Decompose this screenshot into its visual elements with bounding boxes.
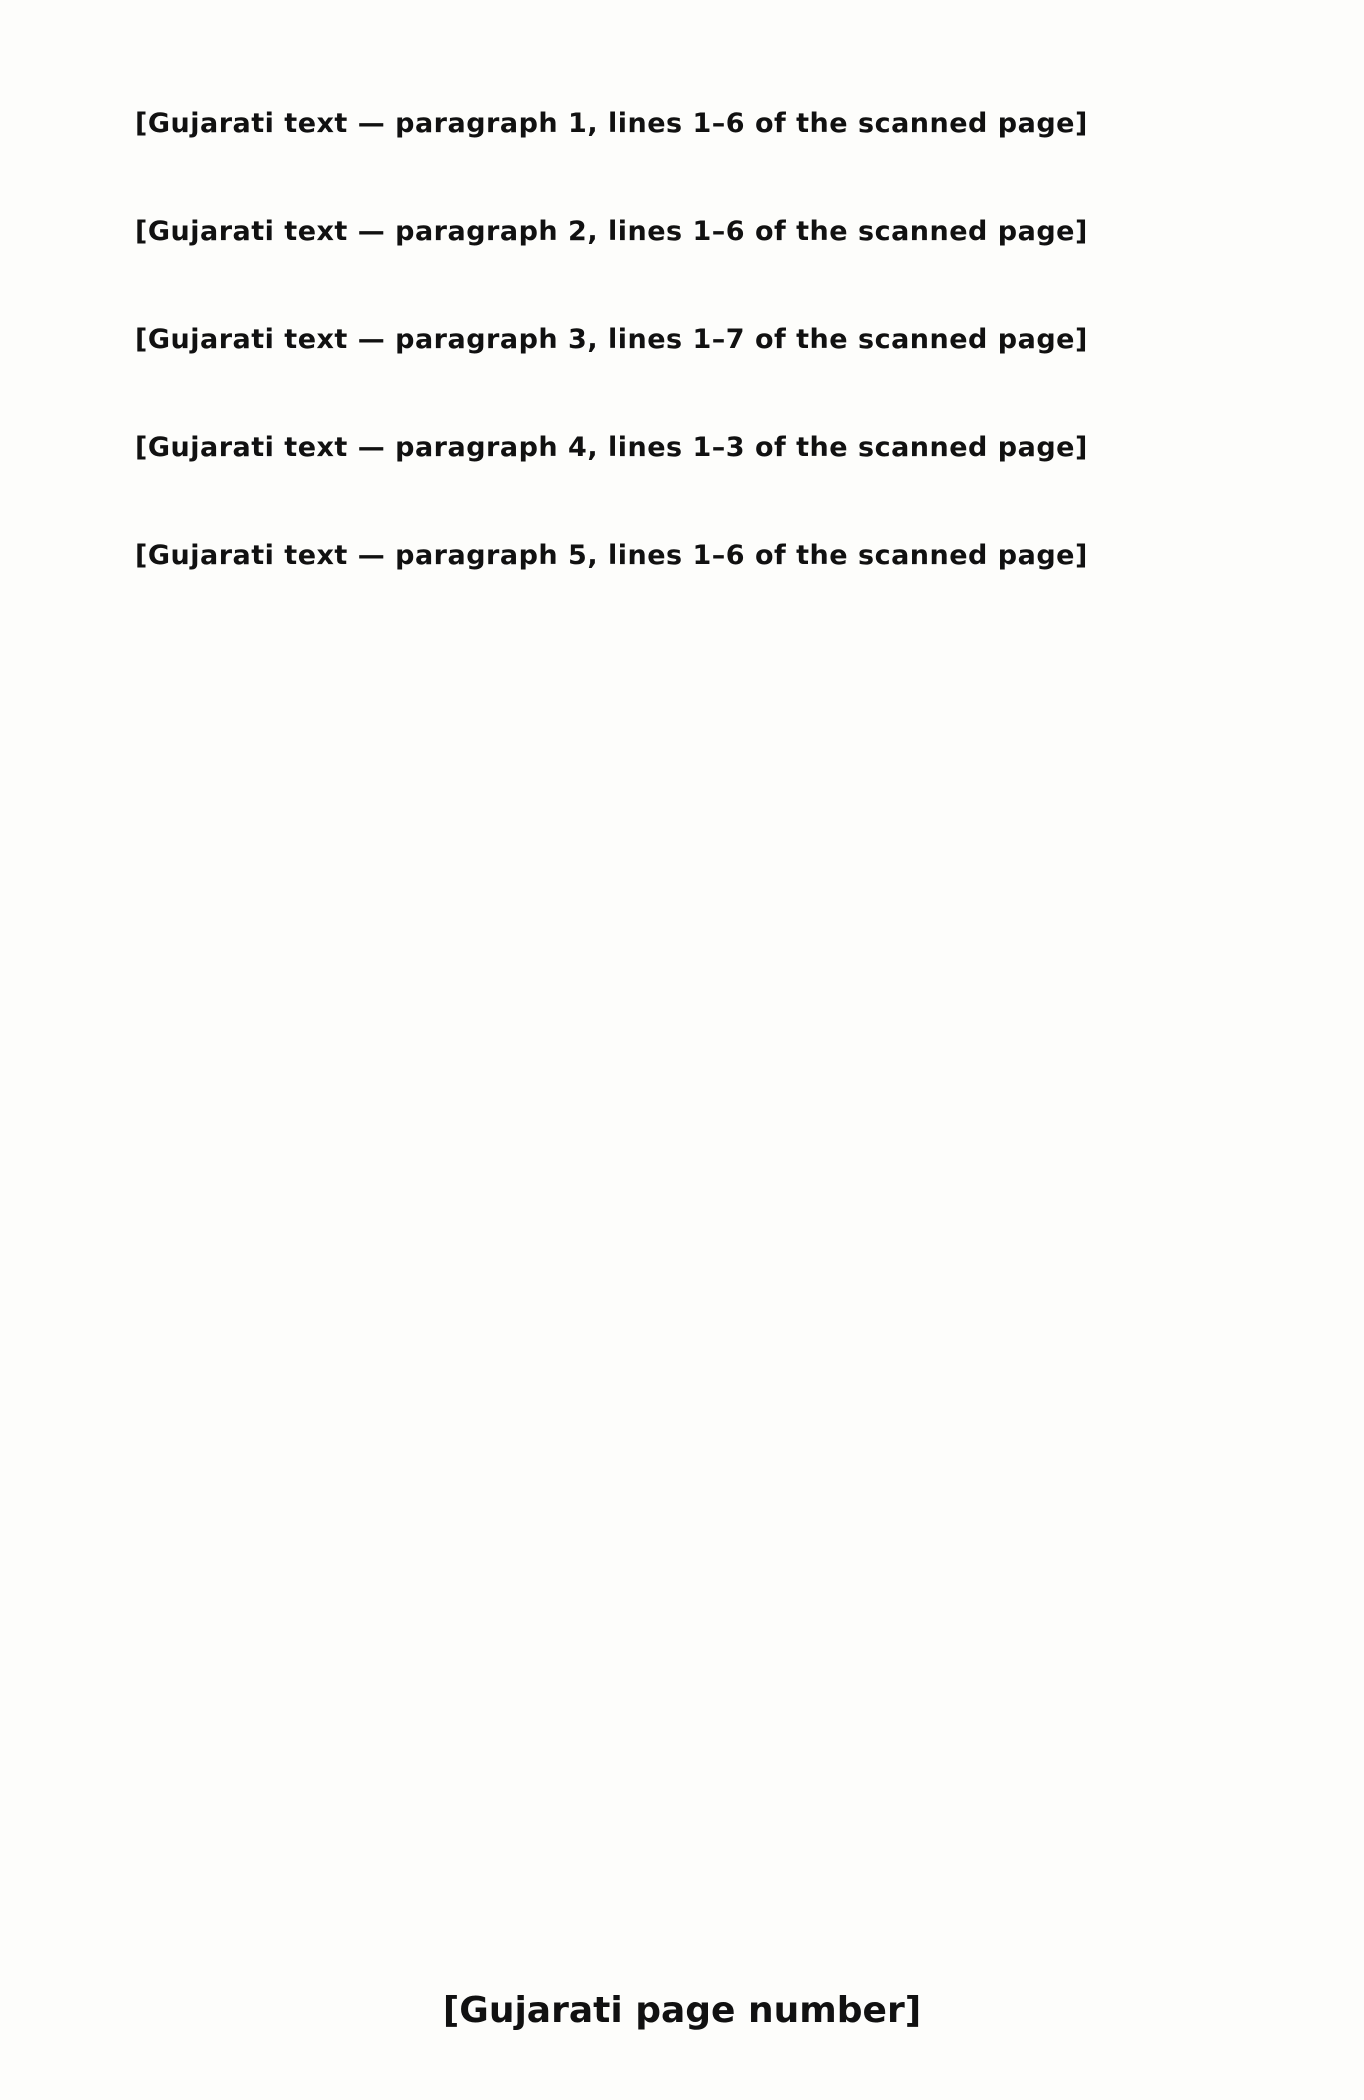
- paragraph-1: [Gujarati text — paragraph 1, lines 1–6 of the scanned page]: [135, 108, 1088, 139]
- page-number: [Gujarati page number]: [442, 1990, 922, 2031]
- paragraph-4: [Gujarati text — paragraph 4, lines 1–3 of the scanned page]: [135, 432, 1088, 463]
- paragraph-3: [Gujarati text — paragraph 3, lines 1–7 of the scanned page]: [135, 324, 1088, 355]
- paragraph-2: [Gujarati text — paragraph 2, lines 1–6 of the scanned page]: [135, 216, 1088, 247]
- page-body: [135, 95, 1235, 585]
- paragraph-5: [Gujarati text — paragraph 5, lines 1–6 of the scanned page]: [135, 540, 1088, 571]
